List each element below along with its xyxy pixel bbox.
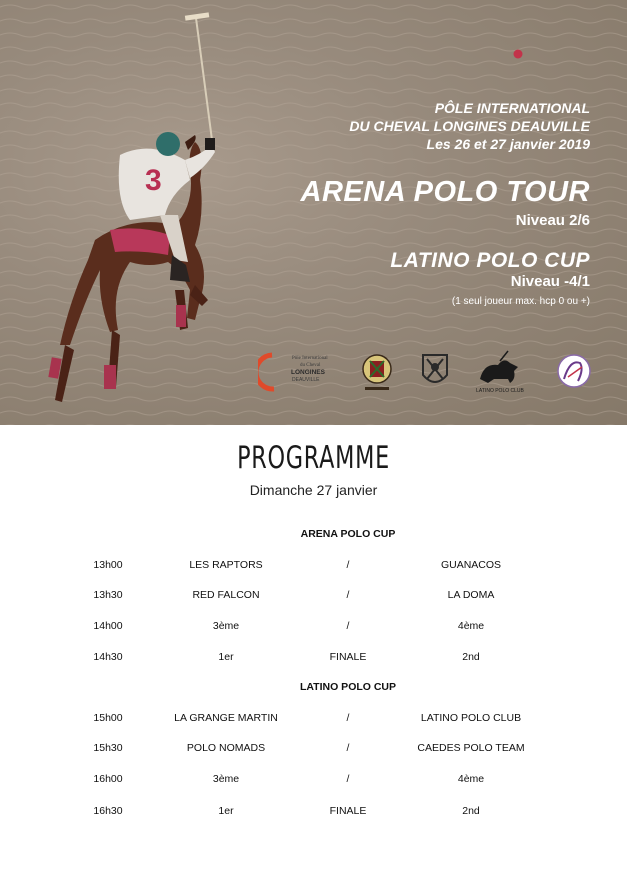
team-a: POLO NOMADS bbox=[186, 742, 266, 754]
match-separator: / bbox=[346, 742, 350, 754]
match-row bbox=[0, 805, 627, 819]
svg-text:du Cheval: du Cheval bbox=[300, 363, 321, 368]
match-separator: / bbox=[346, 559, 350, 571]
team-a: LES RAPTORS bbox=[189, 559, 263, 571]
section-heading-arena: ARENA POLO CUP bbox=[300, 528, 396, 540]
venue-line-2: DU CHEVAL LONGINES DEAUVILLE bbox=[349, 118, 590, 134]
match-row bbox=[0, 712, 627, 726]
match-row bbox=[0, 773, 627, 787]
helmet bbox=[156, 132, 180, 156]
match-time: 15h30 bbox=[93, 742, 123, 754]
programme-date: Dimanche 27 janvier bbox=[249, 482, 378, 498]
match-separator: FINALE bbox=[329, 651, 367, 663]
team-b: 4ème bbox=[457, 620, 485, 632]
federation-logo bbox=[554, 349, 594, 395]
match-row bbox=[0, 559, 627, 573]
team-a: 3ème bbox=[212, 620, 240, 632]
team-a: LA GRANGE MARTIN bbox=[174, 712, 278, 724]
match-time: 14h30 bbox=[93, 651, 123, 663]
match-separator: / bbox=[346, 620, 350, 632]
venue-line-1: PÔLE INTERNATIONAL bbox=[434, 100, 590, 116]
svg-text:LATINO POLO CLUB: LATINO POLO CLUB bbox=[476, 388, 524, 394]
section-heading-latino: LATINO POLO CUP bbox=[299, 681, 397, 693]
team-b: 2nd bbox=[462, 805, 480, 817]
team-a: RED FALCON bbox=[192, 589, 260, 601]
match-time: 16h00 bbox=[93, 773, 123, 785]
match-row bbox=[0, 651, 627, 665]
tour-level: Niveau 2/6 bbox=[515, 212, 590, 229]
polo-crest-logo bbox=[418, 349, 452, 395]
team-b: CAEDES POLO TEAM bbox=[417, 742, 525, 754]
latino-polo-club-logo bbox=[474, 349, 526, 395]
team-b: LA DOMA bbox=[447, 589, 495, 601]
player-number: 3 bbox=[145, 164, 162, 197]
cup-level: Niveau -4/1 bbox=[510, 273, 590, 290]
match-row bbox=[0, 589, 627, 603]
cup-title: LATINO POLO CUP bbox=[390, 249, 590, 272]
programme-title: PROGRAMME bbox=[237, 440, 390, 476]
club-crest-logo bbox=[360, 349, 394, 395]
team-b: LATINO POLO CLUB bbox=[420, 712, 522, 724]
match-separator: / bbox=[346, 712, 350, 724]
match-row bbox=[0, 742, 627, 756]
sponsor-logos bbox=[258, 349, 598, 395]
pole-international-logo bbox=[258, 349, 340, 395]
team-b: 2nd bbox=[462, 651, 480, 663]
team-b: 4ème bbox=[457, 773, 485, 785]
team-a: 3ème bbox=[212, 773, 240, 785]
team-b: GUANACOS bbox=[440, 559, 502, 571]
match-time: 15h00 bbox=[93, 712, 123, 724]
match-separator: FINALE bbox=[329, 805, 367, 817]
team-a: 1er bbox=[218, 805, 234, 817]
match-time: 14h00 bbox=[93, 620, 123, 632]
cup-note: (1 seul joueur max. hcp 0 ou +) bbox=[451, 296, 590, 307]
match-separator: / bbox=[346, 589, 350, 601]
hero-banner bbox=[0, 0, 627, 425]
match-time: 13h00 bbox=[93, 559, 123, 571]
polo-ball bbox=[514, 50, 523, 59]
match-separator: / bbox=[346, 773, 350, 785]
event-dates: Les 26 et 27 janvier 2019 bbox=[426, 136, 590, 152]
venue-info bbox=[349, 99, 590, 153]
svg-text:DEAUVILLE: DEAUVILLE bbox=[292, 377, 320, 383]
svg-text:LONGINES: LONGINES bbox=[291, 369, 325, 376]
match-time: 13h30 bbox=[93, 589, 123, 601]
tour-title: ARENA POLO TOUR bbox=[300, 176, 590, 208]
svg-text:Pôle International: Pôle International bbox=[292, 356, 328, 361]
team-a: 1er bbox=[218, 651, 234, 663]
match-row bbox=[0, 620, 627, 634]
match-time: 16h30 bbox=[93, 805, 123, 817]
